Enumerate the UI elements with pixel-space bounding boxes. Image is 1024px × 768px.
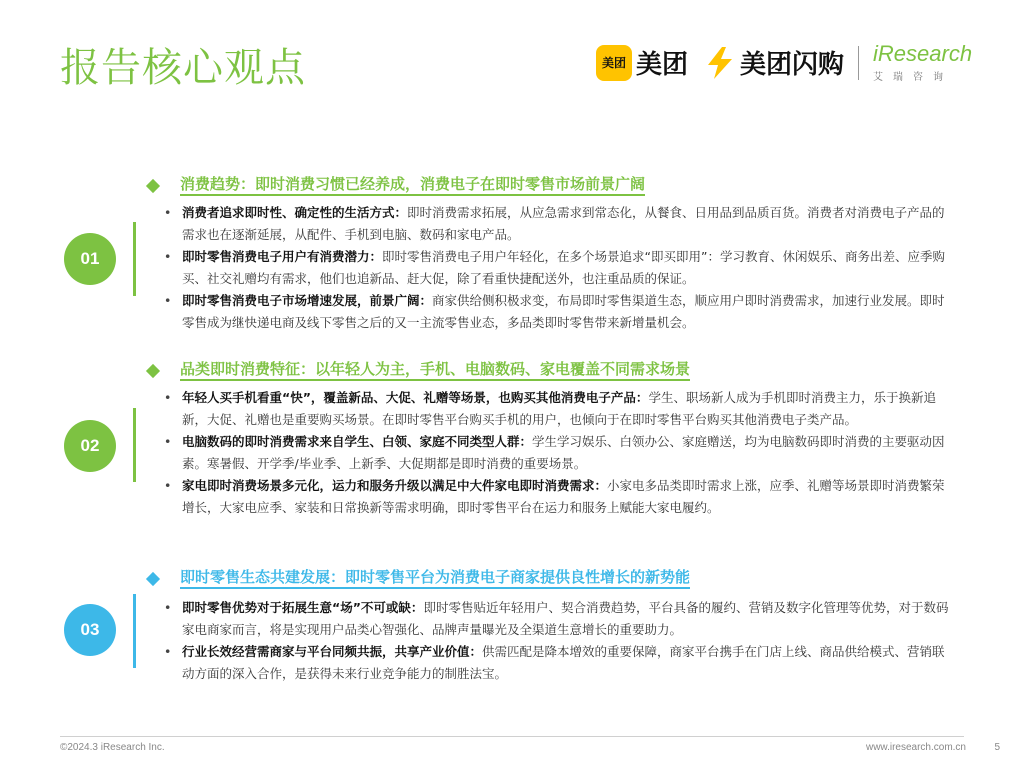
footer-copyright: ©2024.3 iResearch Inc. — [60, 742, 165, 753]
meituan-logo-icon — [596, 45, 632, 81]
list-item — [160, 290, 955, 334]
section-2-title: 品类即时消费特征：以年轻人为主，手机、电脑数码、家电覆盖不同需求场景 — [180, 360, 690, 381]
bullet-lead: 消费者追求即时性、确定性的生活方式： — [182, 205, 408, 220]
logo-divider — [858, 46, 859, 80]
meituan-logo-text: 美团 — [636, 50, 689, 80]
bullet-text: 小家电多品类即时需求上涨，应季、礼赠等场景即时消费繁荣增长，大家电应季、家装和日常换新等需求明确，即时零售平台在运力和服务上赋能大家电履约。 — [182, 478, 945, 515]
diamond-bullet-icon — [146, 178, 160, 192]
list-item — [160, 246, 955, 290]
page-number: 5 — [994, 742, 1000, 753]
section-3-accent-bar — [133, 594, 136, 668]
bullet-text: 商家供给侧积极求变，布局即时零售渠道生态，顺应用户即时消费需求，加速行业发展。即时零售成为继快递电商及线下零售之后的又一主流零售业态，多品类即时零售带来新增量机会。 — [182, 293, 945, 330]
section-1-bullet-list — [160, 202, 955, 334]
list-item — [160, 202, 955, 246]
bullet-lead: 即时零售消费电子用户有消费潜力： — [182, 249, 383, 264]
list-item — [160, 431, 955, 475]
bullet-text: 学生学习娱乐、白领办公、家庭赠送，均为电脑数码即时消费的主要驱动因素。寒暑假、开学季/毕业季、上新季、大促期都是即时消费的重要场景。 — [182, 434, 945, 471]
section-1-heading — [148, 175, 645, 196]
section-3-number-badge: 03 — [64, 604, 116, 656]
section-2-heading — [148, 360, 690, 381]
list-item — [160, 597, 955, 641]
section-3-title: 即时零售生态共建发展：即时零售平台为消费电子商家提供良性增长的新势能 — [180, 568, 690, 589]
diamond-bullet-icon — [146, 571, 160, 585]
meituan-shangou-logo-text: 美团闪购 — [740, 50, 845, 80]
footer-divider — [60, 736, 964, 737]
list-item — [160, 387, 955, 431]
lightning-bolt-icon — [702, 45, 738, 81]
section-2-number-badge: 02 — [64, 420, 116, 472]
bullet-lead: 家电即时消费场景多元化，运力和服务升级以满足中大件家电即时消费需求： — [182, 478, 608, 493]
page-title: 报告核心观点 — [60, 45, 306, 91]
iresearch-logo-text: iResearch — [873, 41, 973, 66]
bullet-text: 即时零售贴近年轻用户、契合消费趋势，平台具备的履约、营销及数字化管理等优势，对于数码家电商家而言，将是实现用户品类心智强化、品牌声量曝光及全渠道生意增长的重要助力。 — [182, 600, 949, 637]
bullet-text: 供需匹配是降本增效的重要保障，商家平台携手在门店上线、商品供给模式、营销联动方面的深入合作，是获得未来行业竞争能力的制胜法宝。 — [182, 644, 945, 681]
bullet-lead: 即时零售消费电子市场增速发展，前景广阔： — [182, 293, 433, 308]
bullet-lead: 电脑数码的即时消费需求来自学生、白领、家庭不同类型人群： — [182, 434, 533, 449]
section-3-heading — [148, 568, 690, 589]
list-item — [160, 475, 955, 519]
section-2-bullet-list — [160, 387, 955, 519]
diamond-bullet-icon — [146, 363, 160, 377]
bullet-text: 即时零售消费电子用户年轻化，在多个场景追求“即买即用”：学习教育、休闲娱乐、商务出差、应季购买、社交礼赠均有需求，他们也追新品、赶大促，除了看重快捷配送外，也注重品质的保证。 — [182, 249, 945, 286]
meituan-badge-text: 美团 — [601, 56, 626, 70]
bullet-lead: 行业长效经营需商家与平台同频共振，共享产业价值： — [182, 644, 483, 659]
footer-website: www.iresearch.com.cn — [865, 742, 966, 753]
list-item — [160, 641, 955, 685]
iresearch-cn-text: 艾瑞咨询 — [873, 72, 954, 83]
bullet-text: 即时消费需求拓展，从应急需求到常态化，从餐食、日用品到品质百货。消费者对消费电子产品的需求也在逐渐延展，从配件、手机到电脑、数码和家电产品。 — [182, 205, 945, 242]
section-1-title: 消费趋势：即时消费习惯已经养成，消费电子在即时零售市场前景广阔 — [180, 175, 645, 196]
section-1-number-badge: 01 — [64, 233, 116, 285]
section-1-accent-bar — [133, 222, 136, 296]
bullet-lead: 即时零售优势对于拓展生意“场”不可或缺： — [182, 600, 424, 615]
partner-logos — [596, 42, 972, 83]
iresearch-logo — [873, 42, 972, 83]
section-3-bullet-list — [160, 597, 955, 685]
bullet-text: 学生、职场新人成为手机即时消费主力，乐于换新追新，大促、礼赠也是重要购买场景。在即时零售平台购买手机的用户，也倾向于在即时零售平台购买其他消费电子类产品。 — [182, 390, 936, 427]
bullet-lead: 年轻人买手机看重“快”，覆盖新品、大促、礼赠等场景，也购买其他消费电子产品： — [182, 390, 649, 405]
section-2-accent-bar — [133, 408, 136, 482]
